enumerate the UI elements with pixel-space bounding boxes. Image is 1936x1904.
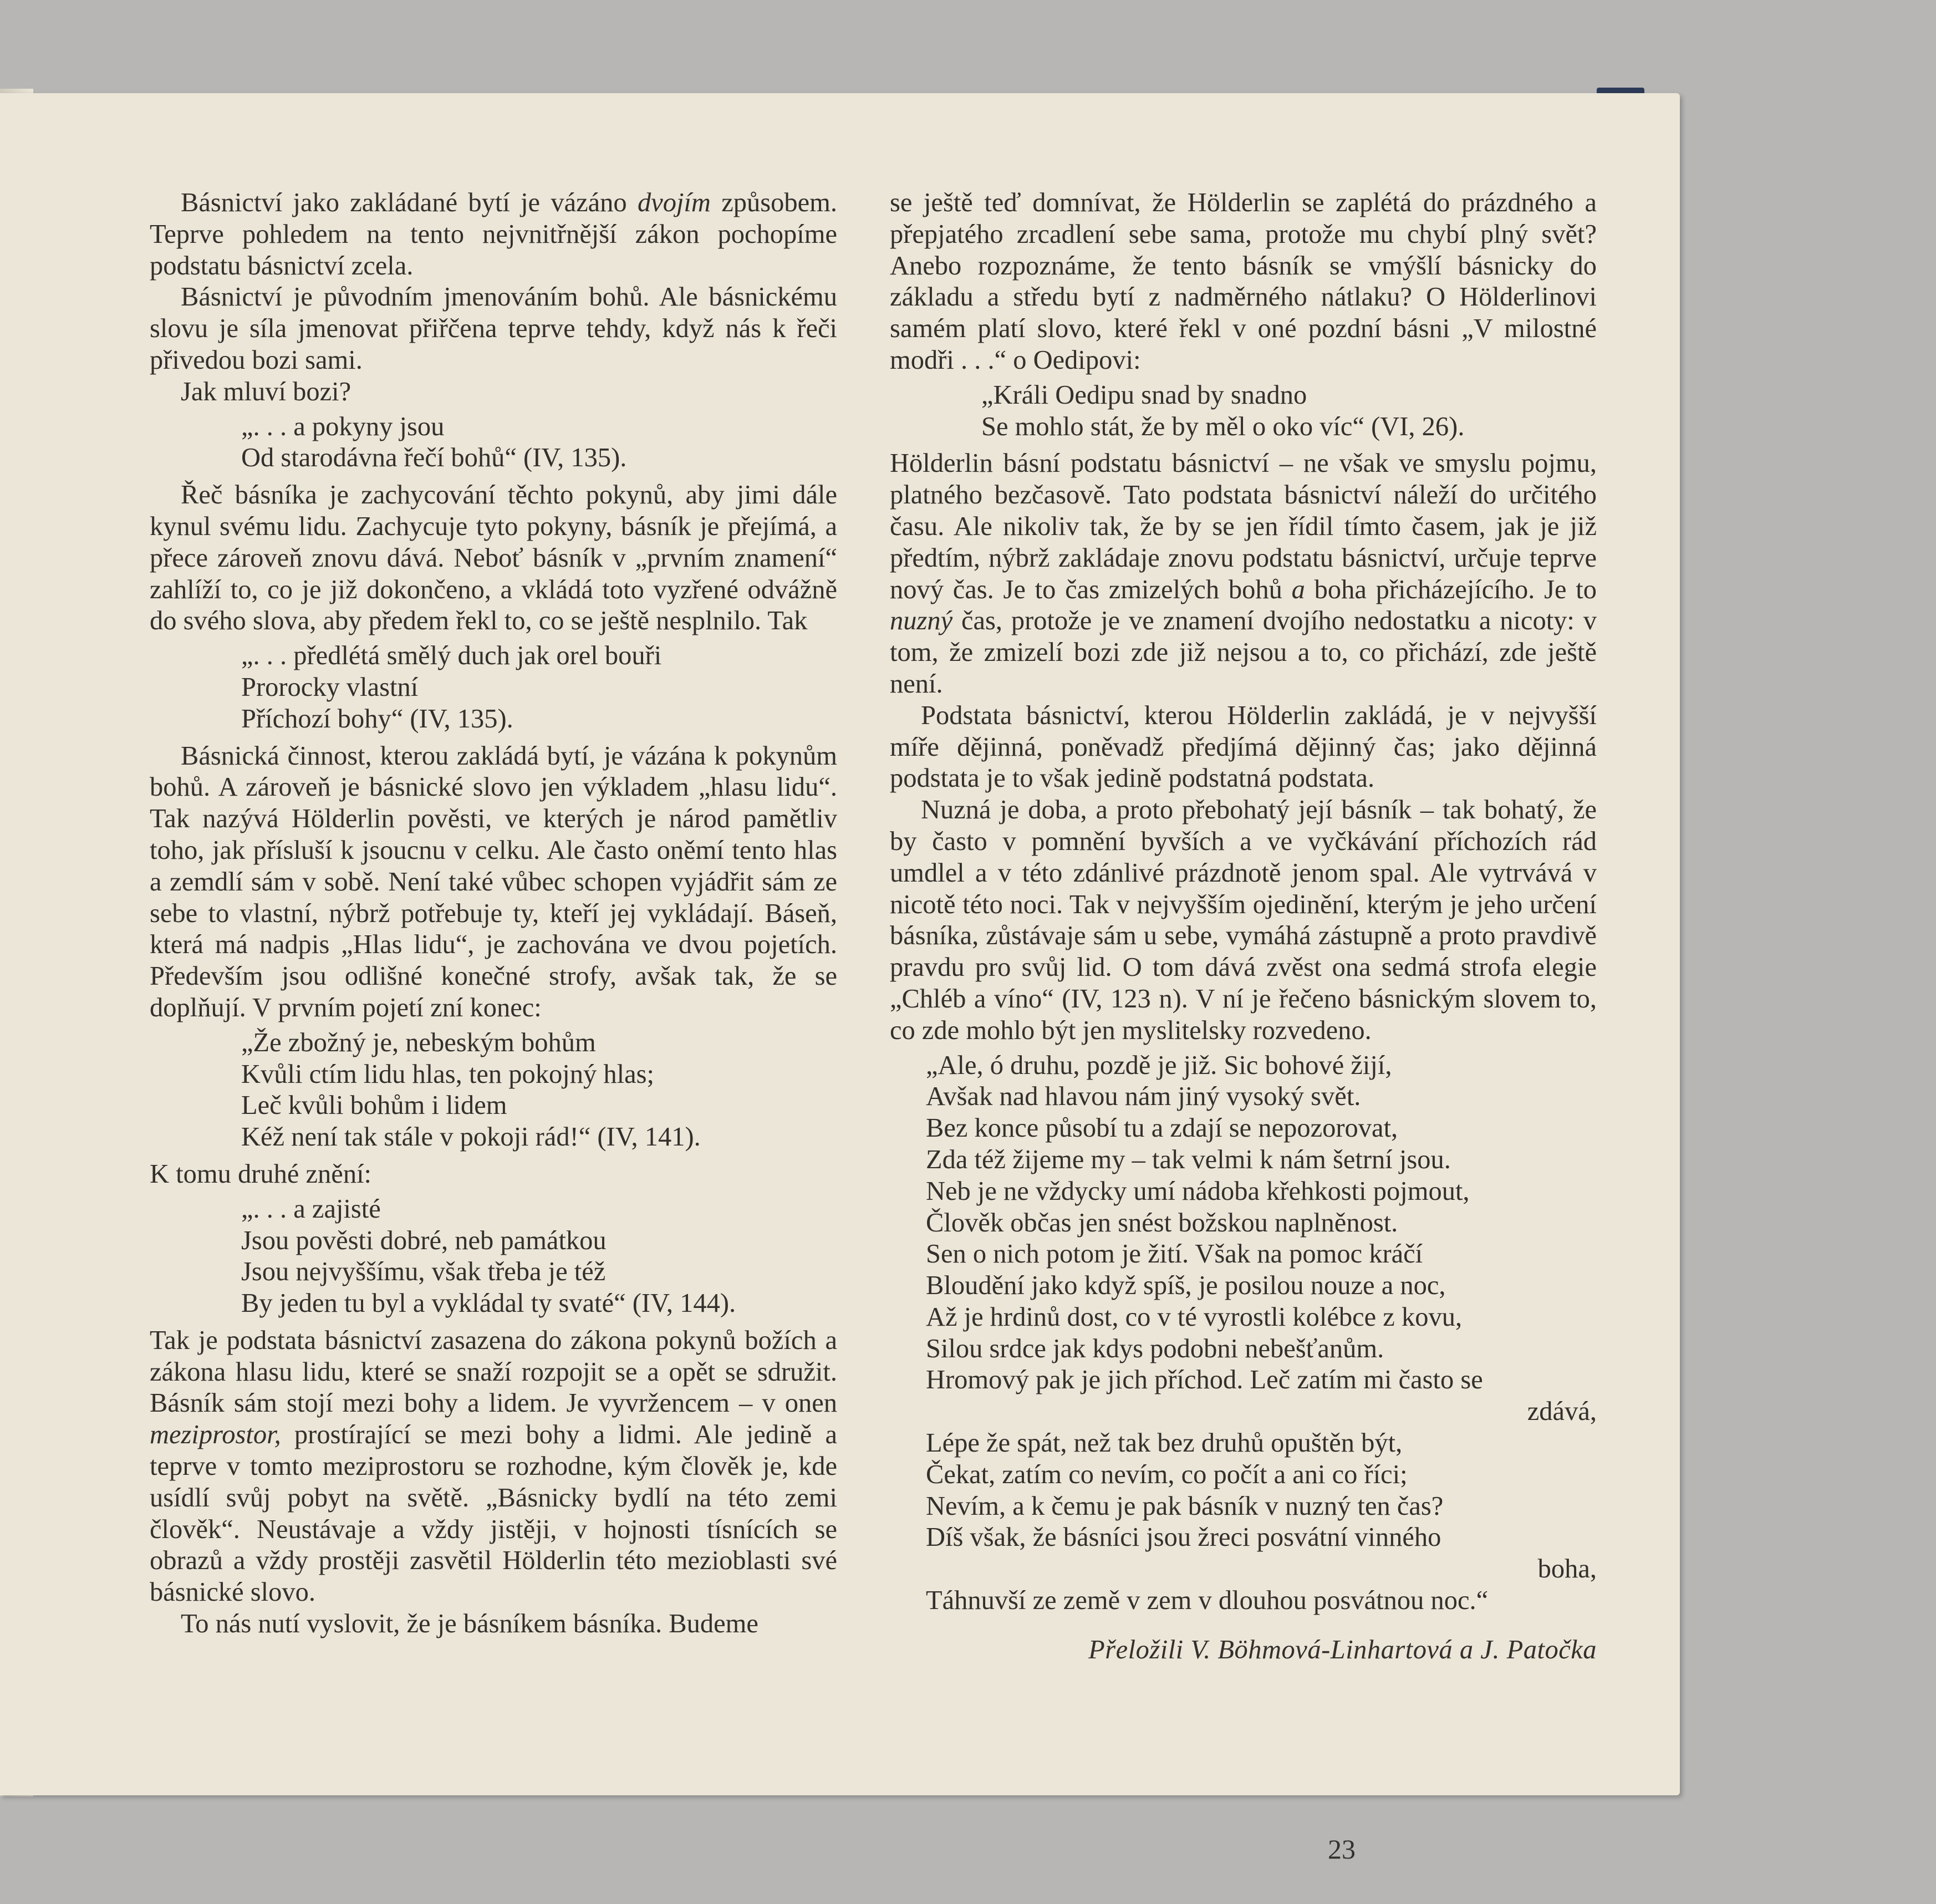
verse-line: Zda též žijeme my – tak velmi k nám šetrní jsou.: [926, 1144, 1451, 1174]
verse-line-continuation: zdává,: [1527, 1397, 1597, 1427]
verse-line: Prorocky vlastní: [241, 672, 419, 702]
verse-line: Silou srdce jak kdys podobni nebešťanům.: [926, 1333, 1384, 1363]
verse-line: Jsou pověsti dobré, neb památkou: [241, 1225, 607, 1255]
emphasis: nuzný: [890, 606, 953, 636]
verse-line: Hromový pak je jich příchod. Leč zatím mi často se: [926, 1365, 1483, 1395]
text: Hölderlin básní podstatu básnictví – ne však ve smyslu pojmu, platného bezčasově. Tato podstata básnictví náleží do určitého času. Ale nikoliv tak, že by se jen řídil tímto časem, jak je již předtím, nýbrž zakládaje znovu podstatu básnictví, určuje teprve nový čas. Je to čas zmizelých bohů: [890, 449, 1597, 604]
verse-quote: [150, 640, 837, 735]
text: prostírající se mezi bohy a lidmi. Ale jedině a teprve v tomto meziprostoru se rozhodne, kým člověk je, kde usídlí svůj pobyt na světě. „Básnicky bydlí na této zemi člověk“. Neustávaje a vždy jistěji, v hojnosti tísnících se obrazů a vždy prostěji zasvětil Hölderlin této mezioblasti své básnické slovo.: [150, 1420, 837, 1607]
right-column: [890, 187, 1597, 1666]
verse-line: Sen o nich potom je žití. Však na pomoc kráčí: [926, 1239, 1423, 1269]
text: čas, protože je ve znamení dvojího nedostatku a nicoty: v tom, že zmizelí bozi zde již nejsou a to, co přichází, zde ještě není.: [890, 606, 1597, 699]
paragraph: K tomu druhé znění:: [150, 1159, 372, 1189]
emphasis: a: [1291, 574, 1305, 604]
verse-line: „Ale, ó druhu, pozdě je již. Sic bohové žijí,: [926, 1050, 1392, 1080]
text: Tak je podstata básnictví zasazena do zákona pokynů božích a zákona hlasu lidu, které se snaží rozpojit se a opět se sdružit. Básník sám stojí mezi bohy a lidem. Je vyvržencem – v onen: [150, 1325, 837, 1418]
book-page: [0, 93, 1680, 1865]
verse-line: „Že zbožný je, nebeským bohům: [241, 1027, 596, 1057]
verse-line: Člověk občas jen snést božskou naplněnost.: [926, 1208, 1398, 1238]
paragraph: Nuzná je doba, a proto přebohatý její básník – tak bohatý, že by často v pomnění byvších a ve vyčkávání příchozích rád umdlel a v této zdánlivé prázdnotě jenom spal. Ale vytrvává v nicotě této noci. Tak v nejvyšším ojedinění, kterým je jeho určení básníka, zůstávaje sám u sebe, vymáhá zástupně a proto pravdivě pravdu pro svůj lid. O tom dává zvěst ona sedmá strofa elegie „Chléb a víno“ (IV, 123 n). V ní je řečeno básnickým slovem to, co zde mohlo být jen myslitelsky rozvedeno.: [890, 795, 1597, 1045]
text: Básnictví jako zakládané bytí je vázáno: [181, 188, 638, 217]
verse-quote: [150, 411, 837, 475]
page-number: 23: [1328, 1834, 1356, 1865]
verse-line: „Králi Oedipu snad by snadno: [981, 380, 1307, 410]
verse-line: Kvůli ctím lidu hlas, ten pokojný hlas;: [241, 1059, 654, 1089]
verse-line: Od starodávna řečí bohů“ (IV, 135).: [241, 443, 627, 473]
paragraph: Básnická činnost, kterou zakládá bytí, je vázána k pokynům bohů. A zároveň je básnické slovo jen výkladem „hlasu lidu“. Tak nazývá Hölderlin pověsti, ve kterých je národ pamětliv toho, jak přísluší k jsoucnu v celku. Ale často oněmí tento hlas a zemdlí sám v sobě. Není také vůbec schopen vyjádřit sám ze sebe to vlastní, nýbrž potřebuje ty, kteří jej vykládají. Báseň, která má nadpis „Hlas lidu“, je zachována ve dvou pojetích. Především jsou odlišné konečné strofy, avšak tak, že se doplňují. V prvním pojetí zní konec:: [150, 741, 837, 1022]
verse-line: Neb je ne vždycky umí nádoba křehkosti pojmout,: [926, 1176, 1470, 1206]
text: způsobem. Teprve pohledem na tento nejvnitřnější zákon pochopíme podstatu básnictví zcela.: [150, 188, 837, 281]
left-column: [150, 187, 837, 1640]
emphasis: meziprostor,: [150, 1420, 281, 1450]
verse-quote: [150, 1194, 837, 1320]
verse-quote: [890, 380, 1597, 443]
paragraph: se ještě teď domnívat, že Hölderlin se zaplétá do prázdného a přepjatého zrcadlení sebe sama, protože mu chybí plný svět? Anebo rozpoznáme, že tento básník se vmýšlí básnicky do základu a středu bytí z nadměrného nátlaku? O Hölderlinovi samém platí slovo, které řekl v oné pozdní básni „V milostné modři . . .“ o Oedipovi:: [890, 188, 1597, 375]
verse-line: „. . . předlétá smělý duch jak orel bouři: [241, 641, 662, 671]
paragraph: [150, 187, 837, 282]
paragraph: Podstata básnictví, kterou Hölderlin zakládá, je v nejvyšší míře dějinná, poněvadž předjímá dějinný čas; jako dějinná podstata je to však jedině podstatná podstata.: [890, 700, 1597, 793]
paragraph: [890, 448, 1597, 700]
verse-line: Až je hrdinů dost, co v té vyrostli kolébce z kovu,: [926, 1302, 1463, 1332]
paragraph: Jak mluví bozi?: [181, 376, 351, 406]
paragraph: Básnictví je původním jmenováním bohů. Ale básnickému slovu je síla jmenovat přiřčena teprve tehdy, když nás k řeči přivedou bozi sami.: [150, 282, 837, 375]
verse-line: Se mohlo stát, že by měl o oko víc“ (VI, 26).: [981, 411, 1465, 441]
verse-line: Nevím, a k čemu je pak básník v nuzný ten čas?: [926, 1491, 1444, 1521]
paragraph: [150, 1325, 837, 1608]
verse-line: „. . . a zajisté: [241, 1194, 381, 1224]
verse-line: Příchozí bohy“ (IV, 135).: [241, 704, 513, 734]
verse-line: Avšak nad hlavou nám jiný vysoký svět.: [926, 1082, 1361, 1112]
verse-quote: [150, 1027, 837, 1153]
text: boha přicházejícího. Je to: [1305, 574, 1597, 604]
verse-line-continuation: boha,: [1537, 1554, 1597, 1584]
verse-line: „. . . a pokyny jsou: [241, 411, 445, 441]
verse-line: By jeden tu byl a vykládal ty svaté“ (IV, 144).: [241, 1289, 736, 1318]
verse-line: Jsou nejvyššímu, však třeba je též: [241, 1257, 606, 1287]
verse-line: Bloudění jako když spíš, je posilou nouze a noc,: [926, 1271, 1446, 1301]
paragraph: To nás nutí vyslovit, že je básníkem básníka. Budeme: [181, 1609, 758, 1639]
verse-line: Leč kvůli bohům i lidem: [241, 1091, 507, 1121]
verse-line: Táhnuvší ze země v zem v dlouhou posvátnou noc.“: [926, 1586, 1489, 1616]
paragraph: Řeč básníka je zachycování těchto pokynů, aby jimi dále kynul svému lidu. Zachycuje tyto pokyny, básník je přejímá, a přece zároveň znovu dává. Neboť básník v „prvním znamení“ zahlíží to, co je již dokončeno, a vkládá toto vyzřené odvážně do svého slova, aby předem řekl to, co se ještě nesplnilo. Tak: [150, 480, 837, 636]
verse-quote: [890, 1050, 1597, 1617]
translator-credit: Přeložili V. Böhmová-Linhartová a J. Patočka: [1088, 1635, 1597, 1664]
verse-line: Díš však, že básníci jsou žreci posvátní vinného: [926, 1523, 1441, 1552]
verse-line: Bez konce působí tu a zdají se nepozorovat,: [926, 1113, 1398, 1143]
verse-line: Lépe že spát, než tak bez druhů opuštěn být,: [926, 1428, 1403, 1458]
verse-line: Kéž není tak stále v pokoji rád!“ (IV, 141).: [241, 1122, 701, 1152]
verse-line: Čekat, zatím co nevím, co počít a ani co říci;: [926, 1459, 1408, 1489]
emphasis: dvojím: [637, 188, 711, 217]
